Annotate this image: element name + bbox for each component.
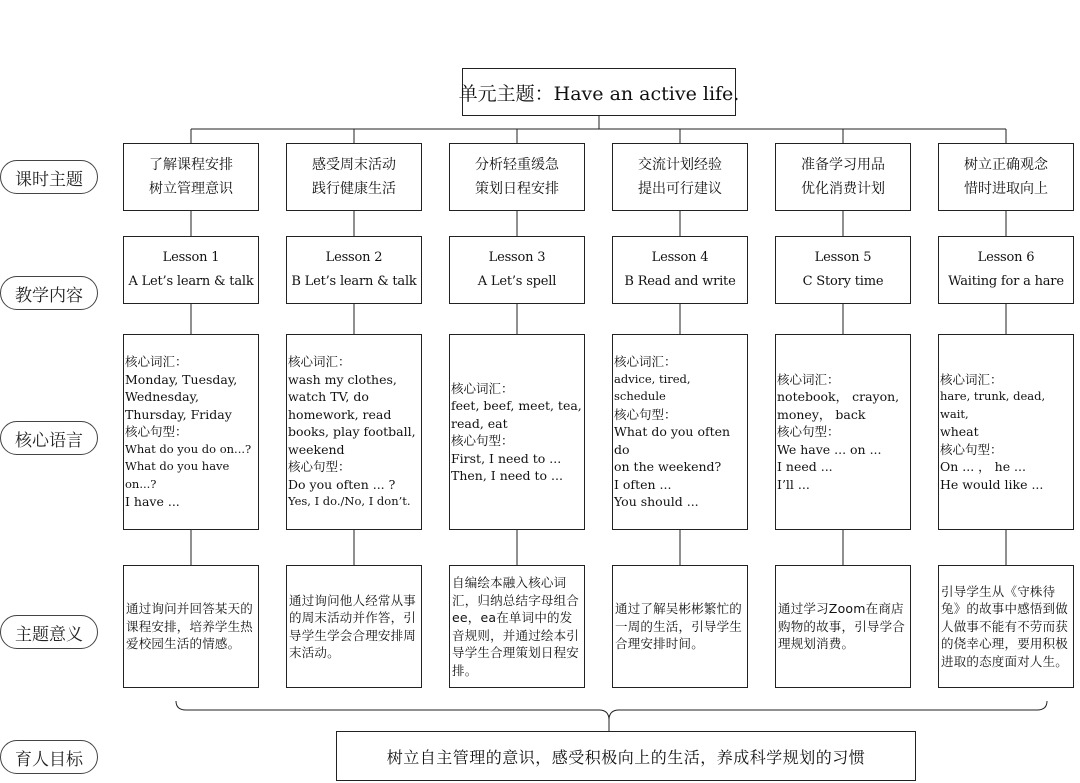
language-line: wheat [940,424,979,440]
language-line: I have ... [125,494,180,510]
theme-box-2 [286,143,422,211]
meaning-text: 自编绘本融入核心词汇，归纳总结字母组合ee，ea在单词中的发音规则，并通过绘本引导学生合理策划日程安排。 [452,575,580,678]
language-line: 核心词汇： [940,371,1003,387]
theme-drops [191,129,1006,143]
theme-line: 策划日程安排 [475,181,559,197]
theme-line: 树立正确观念 [964,157,1048,173]
meaning-text: 通过学习Zoom在商店购物的故事，引导学合理规划消费。 [778,601,906,652]
unit-theme-text: 单元主题：Have an active life. [458,82,740,105]
meaning-box-4 [612,565,748,688]
language-line: I often ... [614,476,672,492]
language-line: hare, trunk, dead, wait, [940,389,1046,421]
lesson-number: Lesson 4 [651,250,709,265]
label-content [0,276,98,310]
language-line: 核心句型： [777,424,840,440]
theme-line: 树立管理意识 [149,181,233,197]
meaning-text: 引导学生从《守株待兔》的故事中感悟到做人做事不能有不劳而获的侥幸心理，要用积极进取的态度面对人生。 [941,583,1069,669]
language-line: Then, I need to ... [451,468,563,483]
theme-line: 了解课程安排 [149,157,233,173]
goal-text: 树立自主管理的意识，感受积极向上的生活，养成科学规划的习惯 [386,747,866,767]
lesson-number: Lesson 3 [488,250,546,265]
lesson-to-language-lines [191,304,1006,334]
language-line: homework, read [288,406,392,422]
language-box-1 [123,334,259,530]
language-line: wash my clothes, [288,371,397,387]
language-line: 核心词汇： [125,354,188,370]
language-line: He would like ... [940,476,1044,492]
language-line: 核心句型： [940,441,1003,457]
label-meaning-text: 主题意义 [15,624,83,645]
language-line: What do you often do [614,424,731,457]
language-line: What do you have on...? [125,459,230,491]
language-line: 核心句型： [451,433,514,448]
theme-box-4 [612,143,748,211]
lesson-box-4 [612,236,748,304]
meaning-text: 通过询问他人经常从事的周末活动并作答，引导学生学会合理安排周末活动。 [289,592,417,660]
theme-line: 感受周末活动 [312,157,396,173]
language-box-6 [938,334,1074,530]
theme-line: 践行健康生活 [312,181,396,197]
language-line: You should ... [614,494,699,510]
meaning-box-5 [775,565,911,688]
language-line: We have ... on ... [777,441,882,457]
theme-line: 准备学习用品 [801,157,885,173]
label-goal [0,740,98,774]
language-line: 核心句型： [614,406,677,422]
theme-box-6 [938,143,1074,211]
language-line: books, play football, [288,424,416,440]
language-line: advice, tired, schedule [614,371,691,404]
theme-line: 优化消费计划 [801,181,885,197]
language-line: money， back [777,406,866,422]
goal-box [336,731,916,781]
theme-box-1 [123,143,259,211]
theme-box-3 [449,143,585,211]
language-line: feet, beef, meet, tea, [451,398,582,413]
lesson-number: Lesson 5 [814,250,872,265]
language-line: First, I need to ... [451,450,562,466]
language-line: notebook， crayon, [777,389,900,405]
language-box-4 [612,334,748,530]
language-box-5 [775,334,911,530]
language-line: 核心词汇： [777,371,840,387]
meaning-box-2 [286,565,422,688]
label-core-language-text: 核心语言 [15,430,83,451]
language-line: watch TV, do [288,389,369,405]
language-line: read, eat [451,415,508,431]
language-line: Wednesday, [125,389,199,405]
label-core-language [0,421,98,455]
label-lesson-theme [0,160,98,194]
language-line: Yes, I do./No, I don’t. [288,494,411,509]
lesson-box-1 [123,236,259,304]
language-box-2 [286,334,422,530]
language-line: I’ll ... [777,476,810,492]
lesson-number: Lesson 1 [162,250,220,265]
label-content-text: 教学内容 [15,285,83,306]
meaning-box-1 [123,565,259,688]
language-line: Monday, Tuesday, [125,371,238,387]
language-line: I need ... [777,459,833,475]
lesson-title: B Let’s learn & talk [291,274,417,289]
lesson-box-2 [286,236,422,304]
language-line: 核心词汇： [288,354,351,370]
theme-to-lesson-lines [191,211,1006,236]
theme-line: 提出可行建议 [638,181,722,197]
label-goal-text: 育人目标 [15,749,83,770]
language-line: weekend [288,441,345,457]
language-line: On ... ， he ... [940,459,1026,475]
lesson-title: A Let’s spell [477,274,557,289]
meaning-text: 通过了解吴彬彬繁忙的一周的生活，引导学生合理安排时间。 [615,601,743,652]
label-meaning [0,615,98,649]
unit-theme-box [458,68,740,116]
language-line: What do you do on...? [125,441,252,456]
language-to-meaning-lines [191,530,1006,565]
meaning-text: 通过询问并回答某天的课程安排，培养学生热爱校园生活的情感。 [126,601,254,652]
language-line: 核心句型： [288,459,351,475]
language-box-3 [449,334,585,530]
language-line: on the weekend? [614,459,722,475]
meaning-box-6 [938,565,1074,688]
bottom-brace [176,701,1047,720]
lesson-title: B Read and write [624,274,736,289]
language-line: 核心词汇： [451,380,514,396]
lesson-title: C Story time [802,274,884,289]
theme-box-5 [775,143,911,211]
lesson-number: Lesson 2 [325,250,383,265]
lesson-title: Waiting for a hare [948,274,1064,289]
meaning-box-3 [449,565,585,688]
lesson-number: Lesson 6 [977,250,1035,265]
theme-line: 惜时进取向上 [964,181,1048,197]
theme-line: 分析轻重缓急 [475,157,559,173]
language-line: 核心词汇： [614,354,677,370]
label-lesson-theme-text: 课时主题 [15,169,83,190]
lesson-title: A Let’s learn & talk [128,274,254,289]
theme-line: 交流计划经验 [638,157,722,173]
language-line: Thursday, Friday [125,406,232,422]
lesson-box-5 [775,236,911,304]
lesson-box-3 [449,236,585,304]
language-line: Do you often ... ? [288,476,396,492]
lesson-box-6 [938,236,1074,304]
language-line: 核心句型： [125,424,188,440]
